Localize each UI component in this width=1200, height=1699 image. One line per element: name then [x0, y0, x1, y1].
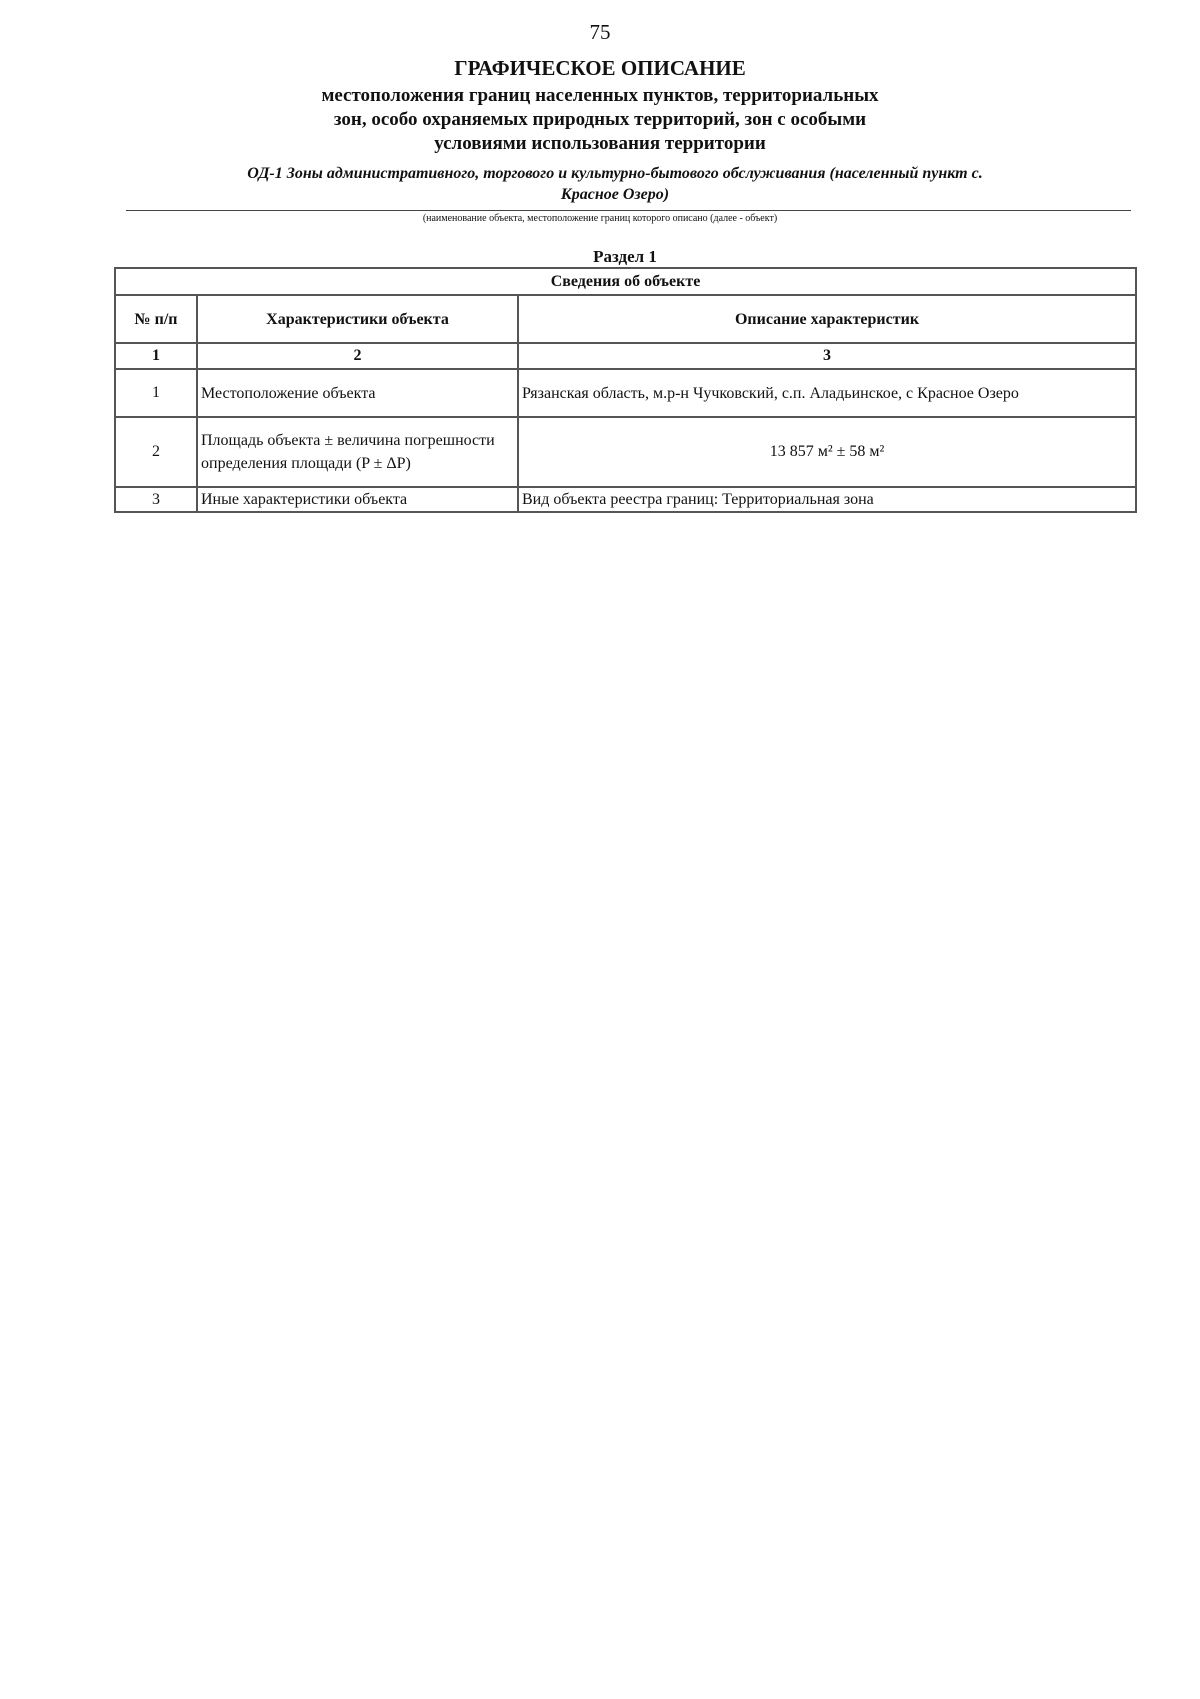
row-characteristic: Местоположение объекта — [197, 369, 518, 417]
table-row — [115, 369, 1136, 417]
row-description: Вид объекта реестра границ: Территориальная зона — [518, 487, 1136, 512]
table-caption: Сведения об объекте — [115, 268, 1136, 295]
row-number: 1 — [115, 369, 197, 417]
subtitle-line: местоположения границ населенных пунктов, территориальных — [321, 85, 879, 106]
page-number: 75 — [589, 20, 611, 44]
table-caption-row — [115, 268, 1136, 295]
section-title: Раздел 1 — [593, 247, 657, 266]
object-info-table — [114, 267, 1137, 513]
header-description: Описание характеристик — [518, 295, 1136, 343]
row-characteristic: Иные характеристики объекта — [197, 487, 518, 512]
object-name-underline — [126, 210, 1131, 211]
object-name — [150, 163, 1080, 205]
column-number: 1 — [115, 343, 197, 369]
table-row — [115, 417, 1136, 487]
object-name-caption: (наименование объекта, местоположение границ которого описано (далее - объект) — [422, 213, 778, 224]
table-header-row — [115, 295, 1136, 343]
row-description: Рязанская область, м.р-н Чучковский, с.п. Аладьинское, с Красное Озеро — [518, 369, 1136, 417]
row-number: 2 — [115, 417, 197, 487]
object-name-line: Красное Озеро) — [560, 186, 670, 203]
subtitle-line: зон, особо охраняемых природных территорий, зон с особыми — [333, 109, 867, 130]
subtitle-line: условиями использования территории — [434, 133, 766, 154]
object-name-line: ОД-1 Зоны административного, торгового и культурно-бытового обслуживания (населенный пункт с. — [247, 165, 983, 182]
document-title: ГРАФИЧЕСКОЕ ОПИСАНИЕ — [454, 56, 746, 80]
row-characteristic: Площадь объекта ± величина погрешности определения площади (P ± ΔP) — [197, 417, 518, 487]
document-subtitle — [200, 84, 1000, 156]
header-characteristic: Характеристики объекта — [197, 295, 518, 343]
column-number-row — [115, 343, 1136, 369]
row-description: 13 857 м² ± 58 м² — [518, 417, 1136, 487]
header-number: № п/п — [115, 295, 197, 343]
column-number: 3 — [518, 343, 1136, 369]
table-row — [115, 487, 1136, 512]
column-number: 2 — [197, 343, 518, 369]
row-number: 3 — [115, 487, 197, 512]
